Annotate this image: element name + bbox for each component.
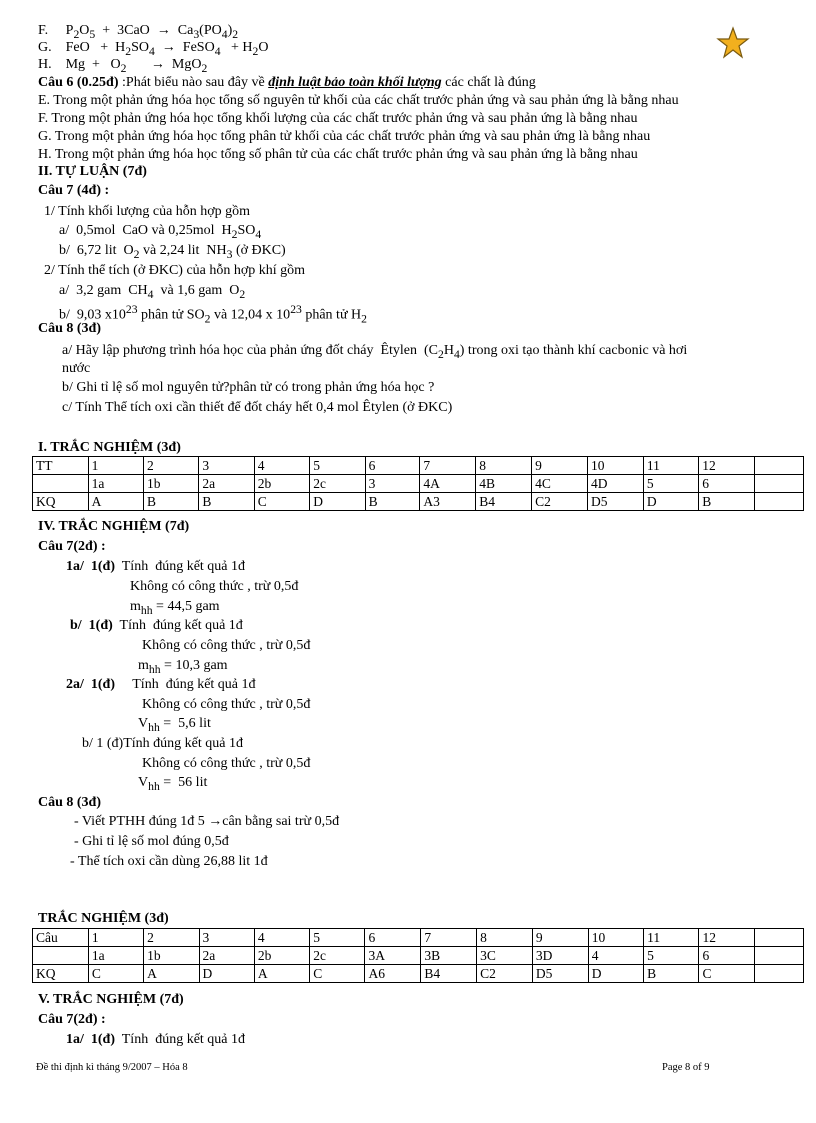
table-cell: 1b xyxy=(143,475,198,493)
table-row xyxy=(33,475,804,493)
table-row xyxy=(33,947,804,965)
table-cell xyxy=(754,965,803,983)
answer2-1a: 1a/ 1(đ) Tính đúng kết quả 1đ xyxy=(66,1032,246,1047)
table-cell: D5 xyxy=(587,493,643,511)
question-6-option-e: E. Trong một phản ứng hóa học tổng số nguyên tử khối của các chất trước phản ứng và sau phản ứng là bằng nhau xyxy=(38,93,679,108)
table-cell: 1a xyxy=(88,475,143,493)
table-cell: B4 xyxy=(476,493,532,511)
answer-1b-result: $m_{hh} = 10,3$ gam xyxy=(138,658,228,676)
table-cell: A xyxy=(88,493,143,511)
answer-question-8-heading: Câu 8 (3đ) xyxy=(38,795,102,810)
table-cell: 6 xyxy=(699,947,754,965)
question-7-part-1: 1/ Tính khối lượng của hỗn hợp gồm xyxy=(44,204,251,219)
table-cell: D xyxy=(643,493,698,511)
table-cell: 7 xyxy=(421,929,477,947)
question-7-heading: Câu 7 (4đ) : xyxy=(38,183,110,198)
table-cell: KQ xyxy=(33,965,89,983)
option-h-formula: H. $Mg + O_2$ → MgO$_2$ xyxy=(38,57,208,75)
table-cell: 9 xyxy=(532,457,588,475)
table-cell: 2 xyxy=(144,929,199,947)
table-cell: C xyxy=(310,965,365,983)
table-cell: 6 xyxy=(365,457,420,475)
answer-section-iv-heading: IV. TRẮC NGHIỆM (7đ) xyxy=(38,519,190,534)
table-cell: 6 xyxy=(699,475,754,493)
table-row xyxy=(33,457,804,475)
table-cell: 10 xyxy=(587,457,643,475)
table-cell: B xyxy=(199,493,254,511)
answer-section-v-heading: V. TRẮC NGHIỆM (7đ) xyxy=(38,992,184,1007)
answer-1b-note: Không có công thức , trừ 0,5đ xyxy=(142,638,311,653)
table-cell xyxy=(33,475,89,493)
table-cell: 9 xyxy=(532,929,588,947)
answer-1b: b/ 1(đ) Tính đúng kết quả 1đ xyxy=(70,618,243,633)
answer-key-2-heading: TRẮC NGHIỆM (3đ) xyxy=(38,911,169,926)
table-cell: B xyxy=(365,493,420,511)
table-cell: A xyxy=(144,965,199,983)
table-cell: 5 xyxy=(310,457,365,475)
table-cell: B xyxy=(699,493,754,511)
question-6-option-g: G. Trong một phản ứng hóa học tổng phân tử khối của các chất trước phản ứng và sau phản ứng là bằng nhau xyxy=(38,129,651,144)
table-cell: 1 xyxy=(88,929,143,947)
answer2-question-7-heading: Câu 7(2đ) : xyxy=(38,1012,106,1027)
section-essay-heading: II. TỰ LUẬN (7đ) xyxy=(38,164,147,179)
question-8b: b/ Ghi tỉ lệ số mol nguyên tử?phân tử có trong phản ứng hóa học ? xyxy=(62,380,435,395)
question-7-1a: a/ 0,5mol CaO và 0,25mol $H_2SO_4$ xyxy=(59,223,262,241)
table-row xyxy=(33,929,804,947)
question-7-part-2: 2/ Tính thể tích (ở ĐKC) của hỗn hợp khí gồm xyxy=(44,263,306,278)
table-cell: 3 xyxy=(199,457,254,475)
table-cell: 1 xyxy=(88,457,143,475)
table-cell: C xyxy=(88,965,143,983)
table-cell: D xyxy=(199,965,254,983)
answer-8-line1: - Viết PTHH đúng 1đ 5 →cân bằng sai trừ 0,5đ xyxy=(74,814,340,829)
table-cell xyxy=(754,475,803,493)
footer-title: Đề thi định kì tháng 9/2007 – Hóa 8 xyxy=(36,1062,188,1073)
table-cell: 3A xyxy=(365,947,421,965)
answer-1a: 1a/ 1(đ) Tính đúng kết quả 1đ xyxy=(66,559,246,574)
table-cell: 2c xyxy=(310,475,365,493)
option-g-formula: G. FeO + $H_2SO_4$ → FeSO$_4$ + $H_2O$ xyxy=(38,40,269,58)
table-cell: 2b xyxy=(254,947,309,965)
table-cell: 12 xyxy=(699,457,754,475)
table-row xyxy=(33,493,804,511)
table-cell xyxy=(754,457,803,475)
table-cell: 2 xyxy=(143,457,198,475)
table-cell: 3 xyxy=(365,475,420,493)
question-6-option-f: F. Trong một phản ứng hóa học tổng khối lượng của các chất trước phản ứng và sau phản ứng là bằng nhau xyxy=(38,111,638,126)
table-cell: TT xyxy=(33,457,89,475)
answer-1a-note: Không có công thức , trừ 0,5đ xyxy=(130,579,299,594)
table-cell: KQ xyxy=(33,493,89,511)
question-6: Câu 6 (0.25đ) :Phát biểu nào sau đây về định luật bảo toàn khối lượng các chất là đúng xyxy=(38,75,536,90)
table-cell xyxy=(754,947,803,965)
table-cell: 4A xyxy=(420,475,476,493)
answer-2b: b/ 1 (đ)Tính đúng kết quả 1đ xyxy=(82,736,243,751)
answer-2a: 2a/ 1(đ) Tính đúng kết quả 1đ xyxy=(66,677,256,692)
table-cell: C2 xyxy=(477,965,533,983)
table-cell: 11 xyxy=(643,457,698,475)
question-8a-line2: nước xyxy=(62,361,91,376)
table-cell: C2 xyxy=(532,493,588,511)
table-cell: C xyxy=(699,965,754,983)
table-cell: 2a xyxy=(199,947,254,965)
table-cell: 12 xyxy=(699,929,754,947)
table-cell: 5 xyxy=(643,475,698,493)
star-icon xyxy=(716,26,750,60)
table-cell: A xyxy=(254,965,309,983)
table-cell: 1b xyxy=(144,947,199,965)
table-cell: B4 xyxy=(421,965,477,983)
table-cell: B xyxy=(644,965,699,983)
question-8a-line1: a/ Hãy lập phương trình hóa học của phản ứng đốt cháy Êtylen $(C_2H_4)$ trong oxi tạo thành khí cacbonic và hơi xyxy=(62,343,688,361)
table-cell: 4 xyxy=(588,947,643,965)
question-7-1b: b/ 6,72 lit $O_2$ và 2,24 lit $NH_3$ (ở ĐKC) xyxy=(59,243,286,261)
table-cell: 3B xyxy=(421,947,477,965)
table-cell: 8 xyxy=(477,929,533,947)
table-cell: 4D xyxy=(587,475,643,493)
table-cell: Câu xyxy=(33,929,89,947)
table-cell: 1a xyxy=(88,947,143,965)
table-cell: C xyxy=(254,493,309,511)
table-cell xyxy=(754,929,803,947)
table-cell: 7 xyxy=(420,457,476,475)
answer-2b-note: Không có công thức , trừ 0,5đ xyxy=(142,756,311,771)
option-f-formula: F. $P_2O_5 + 3CaO \to Ca_3(PO_4)_2$ xyxy=(38,23,239,41)
answer-1a-result: $m_{hh} = 44,5$ gam xyxy=(130,599,220,617)
table-cell: 3 xyxy=(199,929,254,947)
table-cell: D5 xyxy=(532,965,588,983)
answer-table-2 xyxy=(32,928,804,983)
table-cell: D xyxy=(310,493,365,511)
footer-page-number: Page 8 of 9 xyxy=(662,1062,710,1073)
table-cell: 3C xyxy=(477,947,533,965)
table-cell: 3D xyxy=(532,947,588,965)
answer-key-1-heading: I. TRẮC NGHIỆM (3đ) xyxy=(38,440,181,455)
question-6-option-h: H. Trong một phản ứng hóa học tổng số phân tử của các chất trước phản ứng và sau phản ứng là bằng nhau xyxy=(38,147,638,162)
answer-2b-result: $V_{hh} = 56$ lit xyxy=(138,775,208,793)
table-cell: 8 xyxy=(476,457,532,475)
table-cell: 5 xyxy=(644,947,699,965)
table-row xyxy=(33,965,804,983)
table-cell: 4B xyxy=(476,475,532,493)
answer-2a-note: Không có công thức , trừ 0,5đ xyxy=(142,697,311,712)
table-cell: A6 xyxy=(365,965,421,983)
table-cell: D xyxy=(588,965,643,983)
table-cell: 4 xyxy=(254,929,309,947)
table-cell xyxy=(33,947,89,965)
table-cell: 5 xyxy=(310,929,365,947)
answer-8-line2: - Ghi tỉ lệ số mol đúng 0,5đ xyxy=(74,834,229,849)
table-cell: 11 xyxy=(644,929,699,947)
answer-8-line3: - Thể tích oxi cần dùng 26,88 lit 1đ xyxy=(70,854,268,869)
answer-table-1 xyxy=(32,456,804,511)
table-cell xyxy=(754,493,803,511)
table-cell: 10 xyxy=(588,929,643,947)
table-cell: 2a xyxy=(199,475,254,493)
question-7-2b: b/ 9,03 $x10^{23}$ phân tử $SO_2$ và 12,04 x $10^{23}$ phân tử $H_2$ xyxy=(59,303,367,326)
table-cell: 4C xyxy=(532,475,588,493)
answer-2a-result: $V_{hh} = 5,6$ lit xyxy=(138,716,211,734)
table-cell: 2b xyxy=(254,475,309,493)
answer-question-7-heading: Câu 7(2đ) : xyxy=(38,539,106,554)
table-cell: B xyxy=(143,493,198,511)
table-cell: 6 xyxy=(365,929,421,947)
question-8-heading: Câu 8 (3đ) xyxy=(38,321,102,336)
table-cell: 2c xyxy=(310,947,365,965)
table-cell: 4 xyxy=(254,457,309,475)
question-8c: c/ Tính Thể tích oxi cần thiết để đốt cháy hết 0,4 mol Êtylen (ở ĐKC) xyxy=(62,400,453,415)
question-7-2a: a/ 3,2 gam $CH_4$ và 1,6 gam $O_2$ xyxy=(59,283,246,301)
table-cell: A3 xyxy=(420,493,476,511)
